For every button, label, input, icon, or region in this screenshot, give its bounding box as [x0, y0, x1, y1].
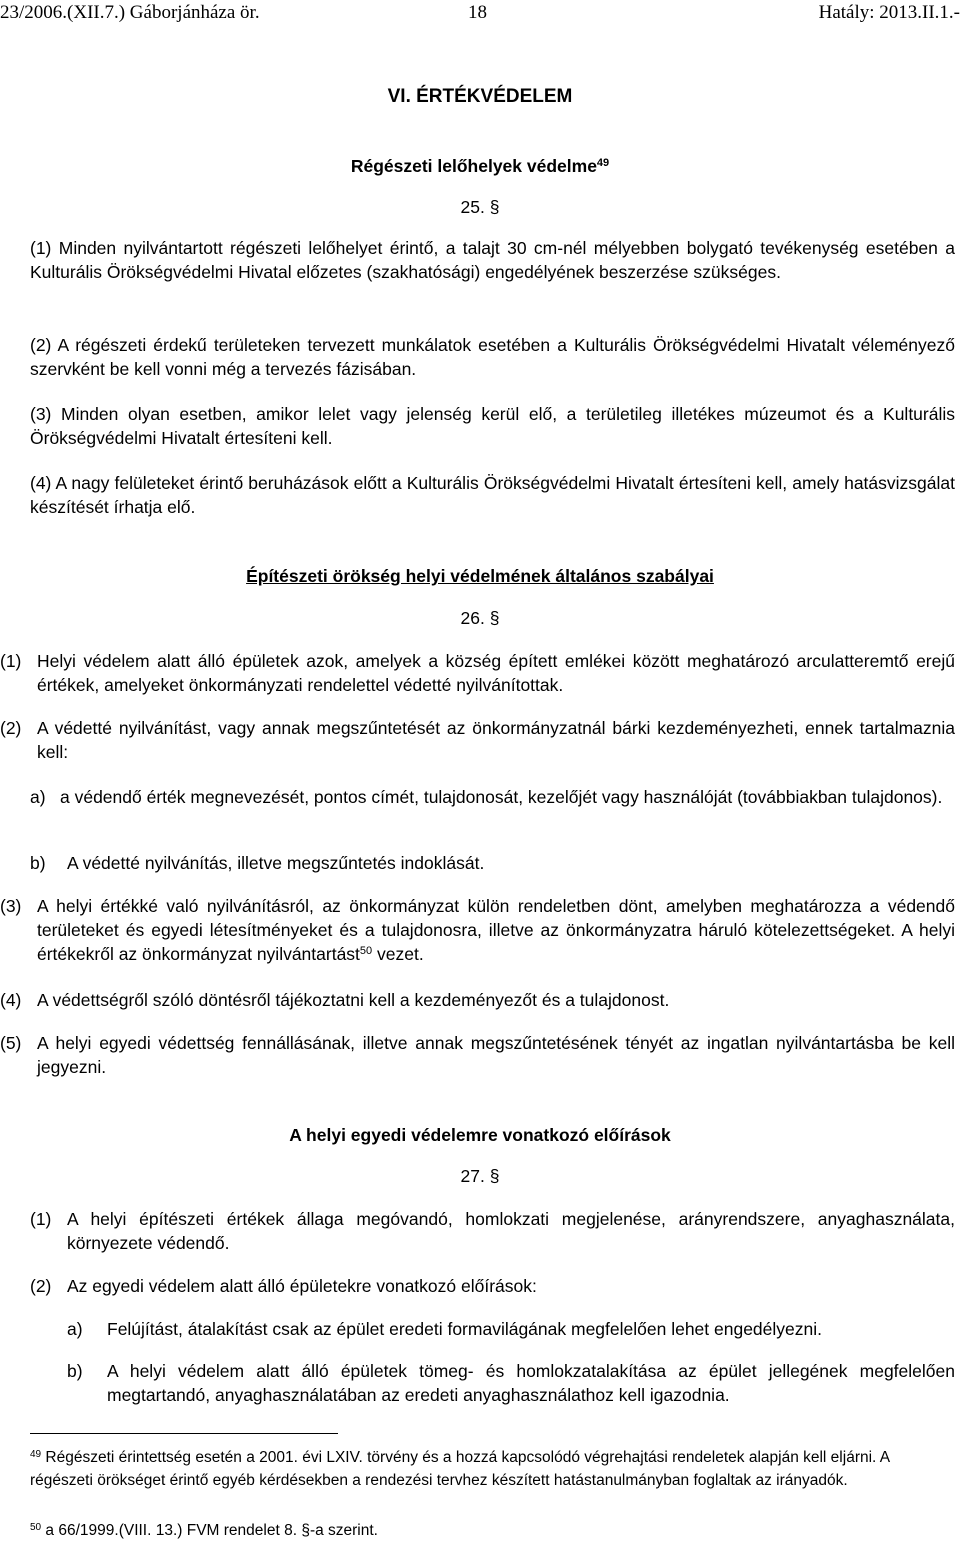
section-26-paragraph-3 — [0, 894, 955, 966]
item-label: b) — [67, 1361, 83, 1381]
section-25-title — [0, 156, 960, 177]
section-26-number: 26. § — [460, 608, 500, 628]
paragraph-label: (4) — [0, 990, 22, 1010]
section-26-item-b — [30, 851, 955, 875]
footnote-text: Régészeti érintettség esetén a 2001. évi LXIV. törvény és a hozzá kapcsolódó végrehajtási rendeletek alapján kell eljárni. A régészeti örökséget érintő egyéb kérdésekben a rendezési tervhez készített hatástanulmányban foglaltak az irányadók. — [30, 1449, 890, 1489]
section-25-paragraph-1: (1) Minden nyilvántartott régészeti lelőhelyet érintő, a talajt 30 cm-nél mélyebben bolygató tevékenység esetében a Kulturális Örökségvédelmi Hivatal előzetes (szakhatósági) engedélyének beszerzése szükséges. — [30, 238, 955, 282]
section-27-number: 27. § — [460, 1166, 500, 1186]
section-25-paragraph-4: (4) A nagy felületeket érintő beruházások előtt a Kulturális Örökségvédelmi Hivatalt értesíteni kell, amely hatásvizsgálat készítését írhatja elő. — [30, 473, 955, 517]
footnote-text: a 66/1999.(VIII. 13.) FVM rendelet 8. §-a szerint. — [41, 1522, 378, 1539]
footnote-number: 50 — [30, 1522, 42, 1533]
section-26-paragraph-5 — [0, 1031, 955, 1079]
paragraph-label: (1) — [0, 651, 22, 671]
item-text: A helyi védelem alatt álló épületek tömeg- és homlokzatalakítása az épület jellegének megfelelően megtartandó, anyaghasználatában az eredeti anyaghasználathoz kell igazodnia. — [107, 1361, 955, 1405]
item-label: a) — [67, 1319, 83, 1339]
section-27-paragraph-1 — [30, 1207, 955, 1255]
paragraph-text: A védettségről szóló döntésről tájékoztatni kell a kezdeményezőt és a tulajdonost. — [37, 990, 670, 1010]
paragraph-label: (3) — [0, 896, 22, 916]
paragraph-label: (1) — [30, 1209, 52, 1229]
paragraph-text: A helyi egyedi védettség fennállásának, illetve annak megszűntetésének tényét az ingatlan nyilvántartásba be kell jegyezni. — [37, 1033, 955, 1077]
paragraph-label: (5) — [0, 1033, 22, 1053]
section-25-number: 25. § — [460, 197, 500, 217]
section-27-item-b — [67, 1359, 955, 1407]
section-26-paragraph-1 — [0, 649, 955, 697]
paragraph-text: A védetté nyilvánítást, vagy annak megszűntetését az önkormányzatnál bárki kezdeményezheti, ennek tartalmaznia kell: — [37, 718, 955, 762]
paragraph-text — [37, 894, 955, 966]
header-act-reference: 23/2006.(XII.7.) Gáborjánháza ör. — [0, 2, 260, 23]
header-effective-date: Hatály: 2013.II.1.- — [818, 2, 960, 23]
chapter-title: VI. ÉRTÉKVÉDELEM — [387, 86, 573, 107]
section-27-item-a — [67, 1317, 955, 1341]
section-26-paragraph-4 — [0, 988, 955, 1012]
item-label: b) — [30, 853, 46, 873]
item-label: a) — [30, 787, 46, 807]
section-26-paragraph-2 — [0, 716, 955, 764]
footnote-ref-49: 49 — [596, 157, 610, 169]
section-27-title: A helyi egyedi védelemre vonatkozó előírások — [289, 1125, 671, 1145]
footnote-ref-50: 50 — [359, 945, 373, 957]
section-26-item-a — [30, 785, 955, 809]
section-25-paragraph-3: (3) Minden olyan esetben, amikor lelet vagy jelenség kerül elő, a területileg illetékes múzeumot és a Kulturális Örökségvédelmi Hivatalt értesíteni kell. — [30, 404, 955, 448]
paragraph-3-end: vezet. — [372, 944, 424, 964]
paragraph-text: A helyi építészeti értékek állaga megóvandó, homlokzati megjelenése, arányrendszere, anyaghasználata, környezete védendő. — [67, 1209, 955, 1253]
footnote-number: 49 — [30, 1449, 42, 1460]
paragraph-label: (2) — [30, 1276, 52, 1296]
paragraph-text: Az egyedi védelem alatt álló épületekre vonatkozó előírások: — [67, 1276, 537, 1296]
section-27-paragraph-2 — [30, 1274, 955, 1298]
section-26-title: Építészeti örökség helyi védelmének általános szabályai — [246, 566, 714, 586]
footnote-49 — [30, 1446, 950, 1492]
footnote-50 — [30, 1519, 950, 1542]
paragraph-text: Helyi védelem alatt álló épületek azok, amelyek a község épített emlékei között meghatározó arculatteremtő erejű értékek, amelyeket önkormányzati rendelettel védetté nyilvánítottak. — [37, 651, 955, 695]
footnote-separator — [30, 1433, 338, 1434]
header-page-number: 18 — [468, 2, 487, 23]
paragraph-label: (2) — [0, 718, 22, 738]
item-text: Felújítást, átalakítást csak az épület eredeti formavilágának megfelelően lehet engedélyezni. — [107, 1319, 823, 1339]
section-25-paragraph-2: (2) A régészeti érdekű területeken tervezett munkálatok esetében a Kulturális Örökségvédelmi Hivatalt véleményező szervként be kell vonni még a tervezés fázisában. — [30, 335, 955, 379]
section-25-title-text: Régészeti lelőhelyek védelme — [350, 156, 597, 176]
item-text: a védendő érték megnevezését, pontos címét, tulajdonosát, kezelőjét vagy használóját (továbbiakban tulajdonos). — [60, 787, 943, 807]
paragraph-3-text: A helyi értékké való nyilvánításról, az önkormányzat külön rendeletben dönt, amelyben meghatározza a védendő területeket és egyedi létesítményeket és a tulajdonosra, illetve az önkormányzatra háruló kötelezettségeket. A helyi értékekről az önkormányzat nyilvántartást — [37, 896, 955, 964]
item-text: A védetté nyilvánítás, illetve megszűntetés indoklását. — [67, 853, 485, 873]
